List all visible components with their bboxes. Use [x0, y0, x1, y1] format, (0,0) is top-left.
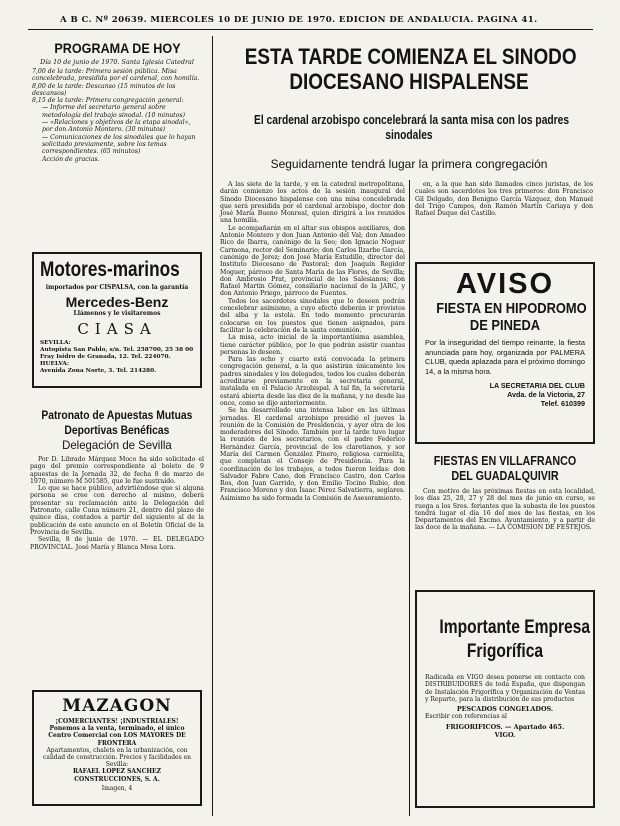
aviso-ad — [415, 262, 595, 444]
motores-ad — [32, 252, 202, 388]
article-paragraph: La misa, acto inicial de la importantísima asamblea, tiene carácter público, por lo que podrán asistir cuantas personas lo deseen. — [220, 334, 405, 356]
mazagon-company: RAFAEL LOPEZ SANCHEZ — [73, 768, 161, 776]
subheadline-secondary: Seguidamente tendrá lugar la primera congregación — [270, 157, 548, 171]
aviso-heading: FIESTA EN HIPODROMO — [436, 300, 587, 317]
programa-item: — «Relaciones y objetivos de la etapa sinodal», por don Antonio Montero. (30 minutos) — [42, 119, 191, 134]
programa-title: PROGRAMA DE HOY — [54, 40, 181, 56]
column-divider — [212, 36, 213, 816]
motores-address: Fray Isidro de Granada, 12. Tel. 224070. — [40, 354, 171, 360]
mazagon-line: Ponemos a la venta, terminado, el único Centro Comercial con LOS MAYORES DE FRONTERA — [48, 725, 186, 747]
aviso-title: AVISO — [455, 268, 555, 300]
fiestas-title: FIESTAS EN VILLAFRANCO DEL GUADALQUIVIR — [433, 454, 577, 483]
frigorifica-body: Escribir con referencias al — [425, 712, 507, 720]
fiestas-notice — [415, 454, 595, 532]
programa-section — [32, 40, 202, 163]
article-paragraph: Todos los sacerdotes sinodales que lo deseen podrán concelebrar asimismo, a cuyo efecto deberán ir provistos del alba y la estola. En todo momento procurarán colocarse en los puestos que tienen asignados, para facilitar la celebración de la santa comunión. — [220, 297, 405, 334]
frigorifica-ad — [415, 590, 595, 808]
programa-subtitle: Día 10 de junio de 1970. Santa Iglesia Catedral — [40, 58, 194, 66]
motores-address: Avenida Zona Norte, 3. Tel. 214280. — [40, 368, 157, 374]
motores-brand-sub: Llámenos y le visitaremos — [73, 310, 161, 317]
fiestas-body: Con motivo de las próximas fiestas en esta localidad, los días 25, 28, 27 y 28 del mes de junio en curso, se ruega a los Sres. feriantes que la subasta de los puestos tendrá lugar el día 16 del mes de las fiestas, en los Departamentos del Excmo. Ayuntamiento, y a partir de las doce de la mañana. — LA COMISION DE FESTEJOS. — [415, 488, 595, 532]
aviso-signature: Telef. 610399 — [540, 399, 585, 409]
motores-city: SEVILLA: — [40, 340, 71, 346]
article-paragraph: Se ha desarrollado una intensa labor en las últimas jornadas. El cardenal arzobispo presidió el jueves la reunión de la Comisión de Presidencia, y ayer otra de los moderadores del Sínodo. También por la tarde tuvo lugar la reunión de los secretarios, con el padre Federico Hernández García, provincial de los claretianos, y sor María del Carmen González Pinero, religiosa carmelita, que completan el Consejo de Presidencia. Para la coordinación de los trabajos, a todos fueron leídas: don Salvador Fabre Cano, don Francisco Castro, don Carlos Ros, don Juan Garrido, y don Emilio Tocino Rubio, don Francisco Moreno y don Isaac Pérez Salvatierra, seglares. Asimismo ha sido formada la Comisión de Asesoramiento. — [220, 407, 405, 502]
page-header: A B C. Nº 20639. MIERCOLES 10 DE JUNIO DE 1970. EDICION DE ANDALUCIA. PAGINA 41. — [60, 15, 538, 25]
mazagon-line: ¡COMERCIANTES! ¡INDUSTRIALES! — [55, 718, 179, 725]
frigorifica-apartado: FRIGORIFICOS. — Apartado 465. — [445, 723, 565, 732]
programa-item: 8,15 de la tarde: Primera congregación general: — [32, 97, 184, 105]
mazagon-line: Apartamentos, chalets en la urbanización, con calidad de construcción. Precios y facilidades en Sevilla: — [43, 746, 191, 769]
article-paragraph: en, a la que han sido llamados cinco juristas, de los cuales son sacerdotes los tres primeros: don Francisco Gil Delgado, don Benigno García Vázquez, don Manuel del Trigo Campos, don Ramón Martín Cariaya y don Rafael Duque del Castillo. — [415, 181, 593, 218]
programa-item: 8,00 de la tarde: Descanso (15 minutos de los descansos) — [32, 82, 176, 97]
motores-brand: Mercedes-Benz — [65, 294, 169, 310]
motores-company: CIASA — [77, 320, 157, 338]
article-column-2 — [415, 181, 593, 217]
subhead-line: El cardenal arzobispo concelebrará la santa misa con los padres — [254, 113, 570, 127]
column-divider — [409, 180, 410, 816]
aviso-signature: LA SECRETARIA DEL CLUB — [489, 381, 585, 391]
patronato-notice — [30, 408, 204, 551]
mazagon-footer: Imagen, 4 — [101, 784, 133, 792]
patronato-paragraph: Por D. Librado Márquez Moco ha sido solicitado el pago del premio correspondiente al boleto de 9 apuestas de la Jornada 32, de fecha 8 de marzo de 1970, número M 501585, que le fue sustraído. — [30, 456, 204, 485]
article-paragraph: A las siete de la tarde, y en la catedral metropolitana, darán comienzo los actos de la sesión inaugural del Sínodo Diocesano hispalense con una misa concelebrada que será presidida por el cardenal arzobispo, doctor don José María Bueno Monreal, quien dirigirá a los reunidos una homilía. — [220, 181, 405, 225]
motores-title: Motores-marinos — [40, 258, 180, 281]
headline-line: ESTA TARDE COMIENZA EL SINODO — [244, 44, 577, 69]
main-headline — [218, 44, 600, 94]
patronato-paragraph: Lo que se hace público, advirtiéndose que si alguna persona se cree con derecho al mismo, deberá presentar su reclamación ante la Delegación del Patronato, calle Cuna número 21, dentro del plazo de quince días, contados a partir del siguiente al de la publicación de este anuncio en el Boletín Oficial de la Provincia de Sevilla. — [30, 485, 204, 536]
header-divider — [28, 29, 593, 30]
mazagon-ad — [32, 690, 202, 806]
frigorifica-title: Frigorífica — [466, 641, 544, 662]
aviso-heading: DE PINEDA — [469, 317, 541, 334]
headline-line: DIOCESANO HISPALENSE — [289, 69, 529, 94]
article-paragraph: Para las ocho y cuarto está convocada la primera congregación general, a la que asistirán únicamente los padres sinodales y los delegados, todos los cuales deberán acreditarse previamente en la secretaría general, instalada en el Palacio Arzobispal. A tal fin, la secretaría estará abierta desde las diez de la mañana, y no desde las once, como se dijo anteriormente. — [220, 356, 405, 407]
article-column-1 — [220, 181, 405, 502]
patronato-subtitle: Delegación de Sevilla — [62, 438, 172, 452]
motores-city: HUELVA: — [40, 361, 70, 367]
article-paragraph: Le acompañarán en el altar sus obispos auxiliares, don Antonio Montero y don Juan Antonio del Val; don Amadeo Rico de Ibarra, canónigo de la Seo; don Ignacio Noguer Carmona, rector del Seminario; don Carlos Ilzarbe García, canónigo de Jerez; don José María Estudillo, director del Instituto Diocesano de Pastoral; don Joaquín Regidor Moguer, párroco de Santa María de las Flores, de Sevilla; don Ambrosio Prat, provincial de los Salesianos; don Rafael Martín Gómez, consiliario nacional de la JARC, y don Antonio Priego, párroco de Fuentes. — [220, 224, 405, 298]
frigorifica-city: VIGO. — [494, 731, 516, 740]
programa-item: 7,00 de la tarde: Primera sesión pública. Misa concelebrada, presidida por el cardenal, con homilía. — [32, 68, 200, 83]
motores-address: Autopista San Pablo, s/n. Tel. 258700, 25 38 00 — [40, 347, 194, 353]
frigorifica-highlight: PESCADOS CONGELADOS. — [456, 704, 554, 713]
mazagon-title: MAZAGON — [62, 696, 172, 716]
mazagon-company: CONSTRUCCIONES, S. A. — [74, 775, 160, 783]
programa-item: Acción de gracias. — [42, 155, 100, 163]
patronato-paragraph: Sevilla, 8 de junio de 1970. — EL DELEGADO PROVINCIAL. José María y Blanca Mesa Lora. — [30, 536, 204, 551]
aviso-signature: Avda. de la Victoria, 27 — [507, 390, 585, 400]
subheadline — [220, 113, 598, 143]
patronato-title: Patronato de Apuestas Mutuas Deportivas Benéficas — [41, 408, 193, 437]
programa-item: — Comunicaciones de los sinodales que lo hayan solicitado previamente, sobre los temas correspondientes. (65 minutos) — [42, 133, 196, 156]
motores-importer: importados por CISPALSA, con la garantía — [45, 284, 189, 291]
aviso-body: Por la inseguridad del tiempo reinante, la fiesta anunciada para hoy, organizada por PALMERA CLUB, queda aplazada para el próximo domingo 14, a la misma hora. — [425, 338, 585, 376]
programa-item: — Informe del secretario general sobre metodología del trabajo sinodal. (10 minutos) — [42, 104, 185, 119]
frigorifica-title: Importante Empresa — [439, 617, 591, 638]
subhead-line: sinodales — [385, 128, 433, 142]
frigorifica-body: Radicada en VIGO desea ponerse en contacto con DISTRIBUIDORES de toda España, que dispongan de Instalación Frigorífica y Organización de Ventas y Reparto, para la distribución de sus productos — [425, 674, 585, 704]
